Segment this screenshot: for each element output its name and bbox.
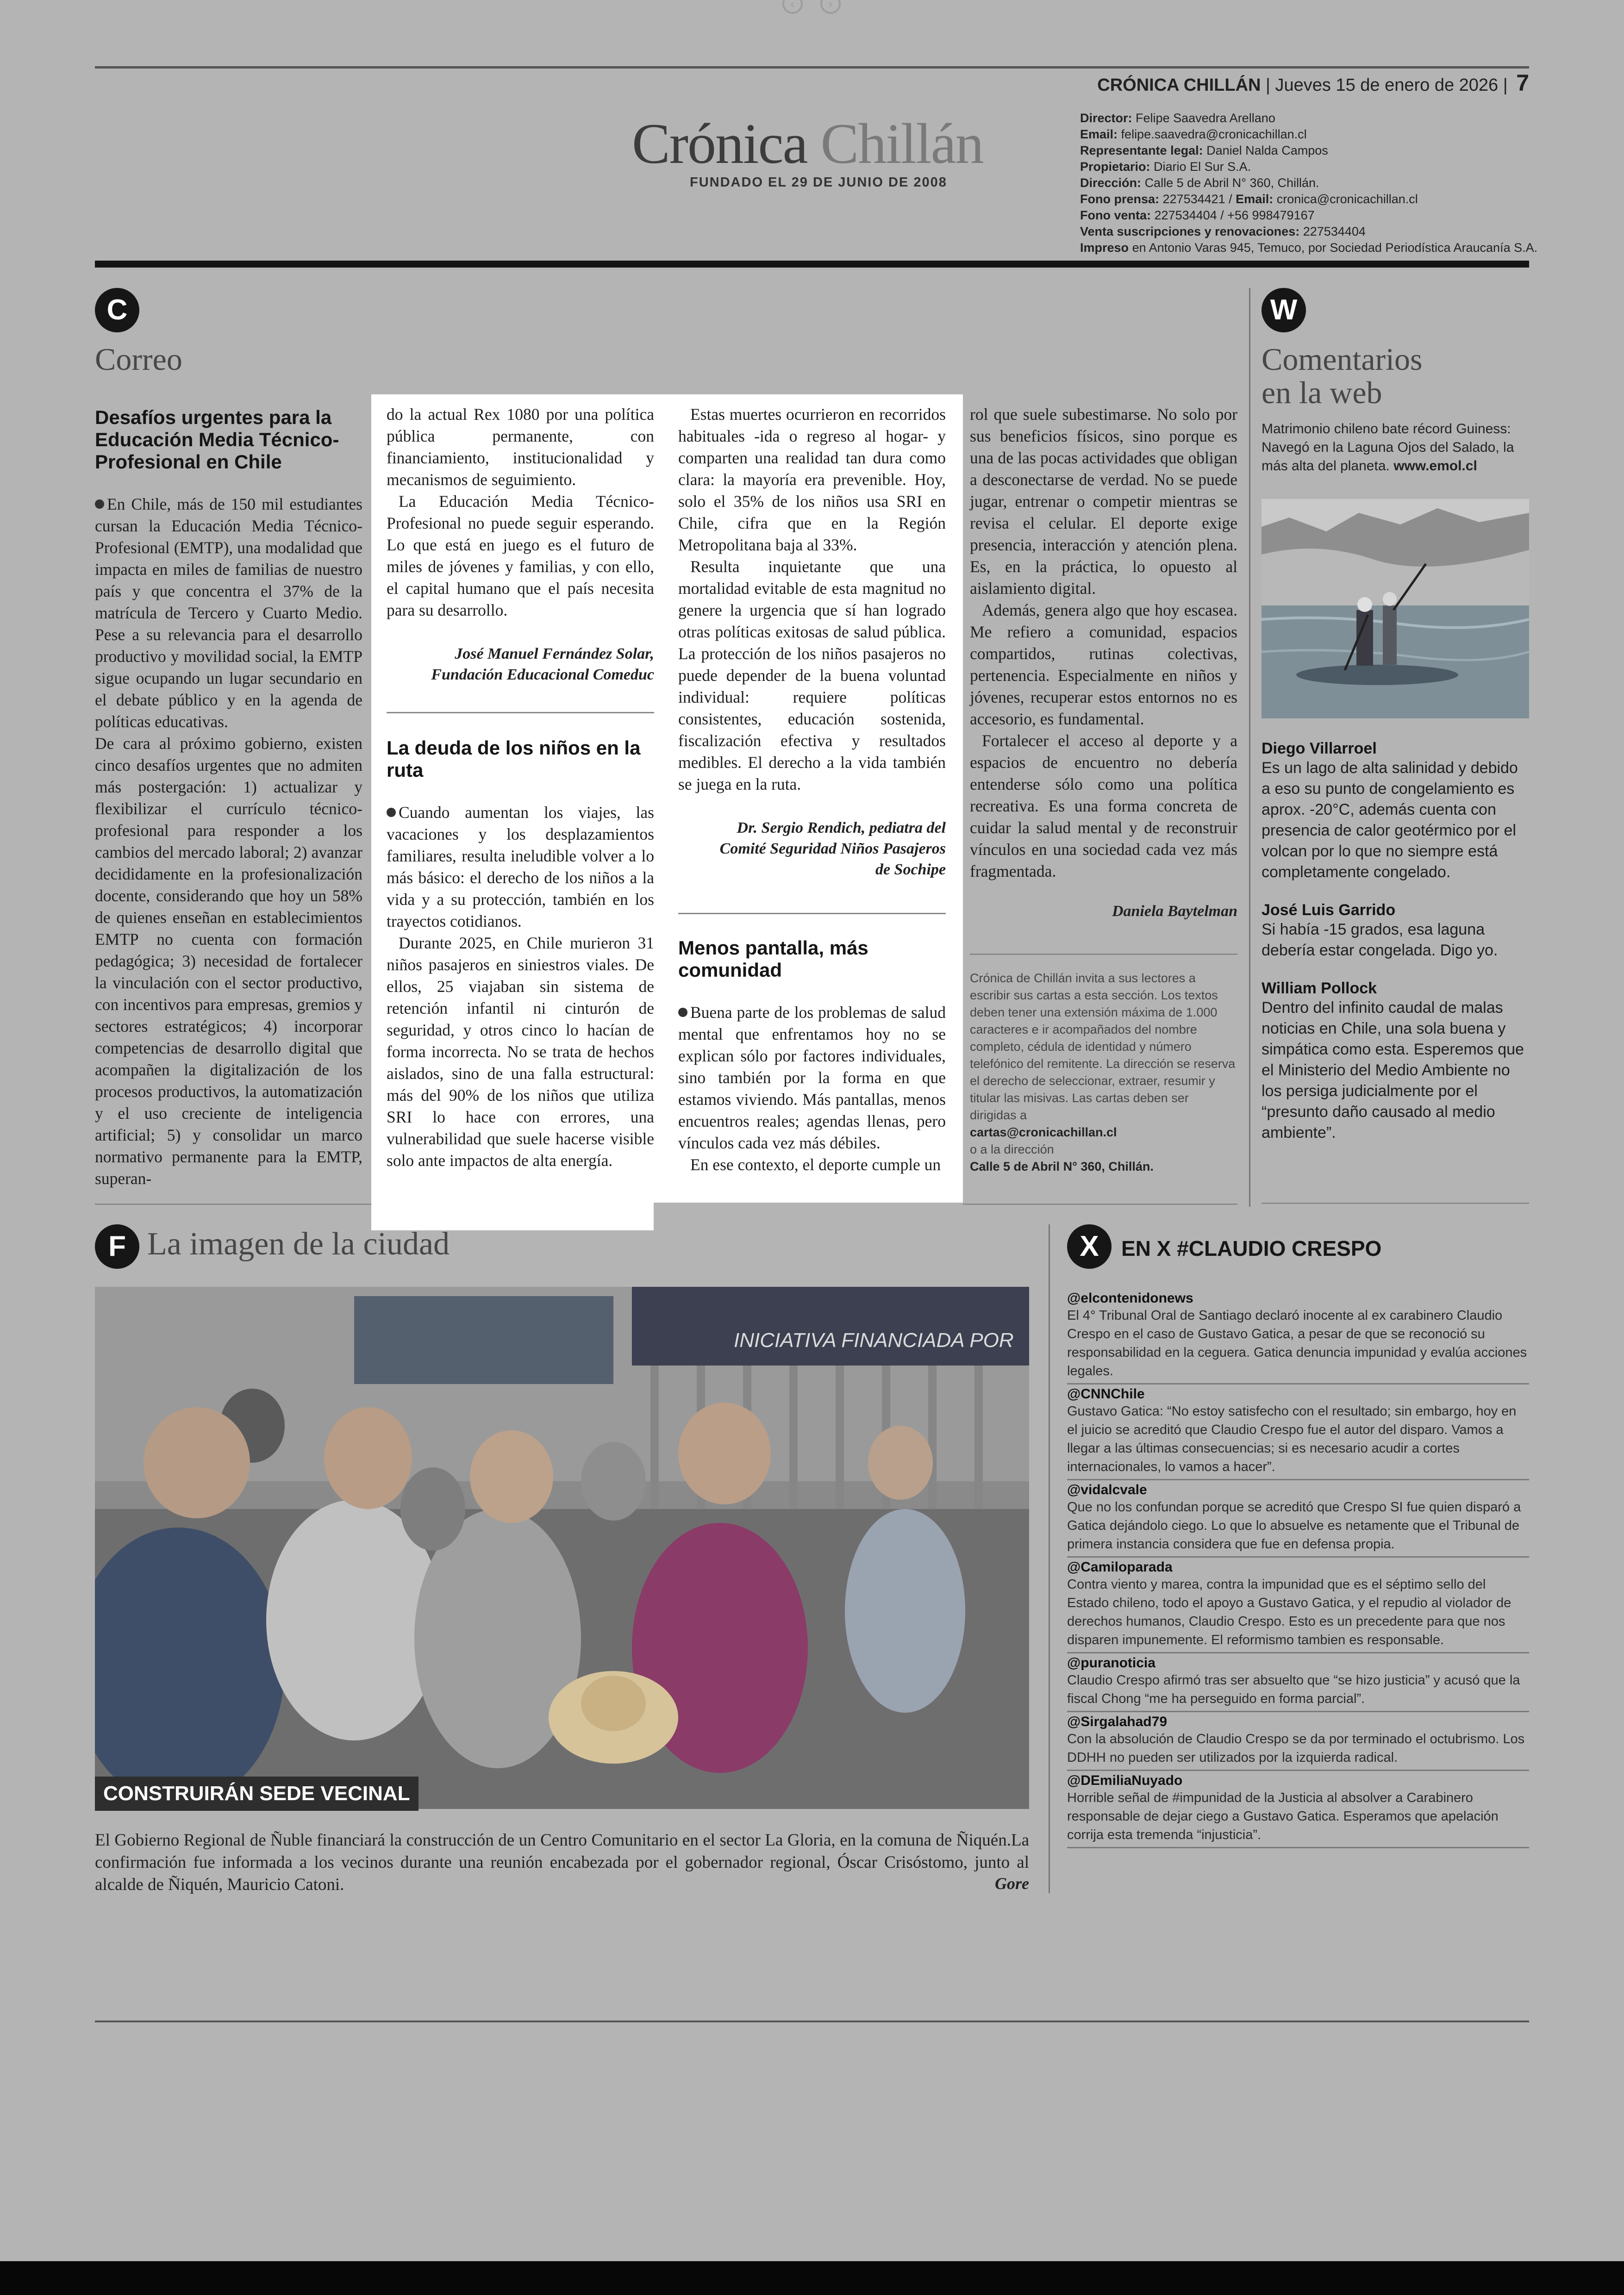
- x-handle[interactable]: @Sirgalahad79: [1067, 1714, 1168, 1729]
- x-text: Claudio Crespo afirmó tras ser absuelto que “se hizo justicia” y acusó que la fiscal Chong “me ha perseguido en forma parcial”.: [1067, 1673, 1520, 1706]
- letter-ninos-signature-3: de Sochipe: [875, 861, 946, 878]
- web-bottom-rule: [1262, 1203, 1529, 1204]
- web-title-line-1: Comentarios: [1262, 342, 1423, 377]
- web-comment: [1262, 979, 1529, 1143]
- letter-pantalla-p4: Además, genera algo que hoy escasea. Me refiero a comunidad, espacios compartidos, rutinas colectivas, pertenencia. Especialmente en niños y jóvenes, recuperar estos entornos no es accesorio, es fundamental.: [970, 601, 1237, 728]
- letter-ninos-p4: Resulta inquietante que una mortalidad evitable de esta magnitud no genere la urgencia que sí han logrado otras políticas exitosas de salud pública. La protección de los niños pasajeros no puede depender de la buena voluntad individual: requiere políticas consistentes, educación sostenida, fiscalización efectiva y resultados medibles. El derecho a la vida también se juega en la ruta.: [678, 557, 946, 793]
- letter-ninos-p1: Cuando aumentan los viajes, las vacaciones y los desplazamientos familiares, resulta ineludible volver a lo más básico: el derecho de los niños a la vida y a su protección, también en los trayectos cotidianos.: [387, 803, 654, 930]
- staff-subscriptions: 227534404: [1303, 225, 1366, 238]
- page-number: 7: [1516, 70, 1529, 96]
- note-email: cartas@cronicachillan.cl: [970, 1125, 1117, 1139]
- staff-label: Propietario:: [1080, 160, 1150, 174]
- web-comments: [1262, 740, 1529, 1143]
- city-section-icon: F: [95, 1224, 139, 1269]
- letter-pantalla-p3: rol que suele subestimarse. No solo por sus beneficios físicos, sino porque es una de las pocas actividades que obligan a desconectarse de verdad. No se puede jugar, entrenar o competir mientras se revisa el celular. El deporte exige presencia, interacción y atención plena. Es, en la práctica, lo opuesto al aislamiento digital.: [970, 405, 1237, 598]
- city-photo-badge: CONSTRUIRÁN SEDE VECINAL: [95, 1777, 418, 1811]
- note-or: o a la dirección: [970, 1142, 1054, 1156]
- letter-pantalla: [678, 937, 946, 1176]
- letter-pantalla-p5: Fortalecer el acceso al deporte y a espacios de encuentro no debería entenderse sólo como una política recreativa. Es una forma concreta de cuidar la salud mental y de reconstruir vínculos en una sociedad cada vez más fragmentada.: [970, 731, 1237, 880]
- staff-label: Fono prensa:: [1080, 192, 1160, 206]
- column-divider: [1249, 288, 1250, 1207]
- x-handle[interactable]: @Camiloparada: [1067, 1559, 1173, 1575]
- staff-sales-phone: 227534404 / +56 998479167: [1154, 208, 1315, 222]
- masthead-logo: [632, 111, 983, 177]
- staff-label: Impreso: [1080, 241, 1129, 255]
- web-comment: [1262, 740, 1529, 883]
- letter-emtp-p1: En Chile, más de 150 mil estudiantes cursan la Educación Media Técnico-Profesional (EMTP), una modalidad que impacta en miles de familias de nuestro país y que concentra el 37% de la matrícula de Tercero y Cuarto Medio. Pese a su relevancia para el desarrollo productivo y movilidad social, la EMTP sigue ocupando un lugar secundario en el debate público y en la agenda de políticas educativas.: [95, 495, 362, 731]
- staff-printer: en Antonio Varas 945, Temuco, por Sociedad Periodística Araucanía S.A.: [1132, 241, 1538, 255]
- staff-address: Calle 5 de Abril N° 360, Chillán.: [1144, 176, 1319, 190]
- lagoon-photo-image: [1262, 499, 1529, 718]
- city-photo-credit: Gore: [995, 1874, 1029, 1893]
- staff-label: Dirección:: [1080, 176, 1142, 190]
- staff-label: Director:: [1080, 111, 1132, 125]
- staff-label: Representante legal:: [1080, 143, 1203, 157]
- masthead-founded: FUNDADO EL 29 DE JUNIO DE 2008: [690, 175, 947, 190]
- x-section-icon: X: [1067, 1224, 1112, 1269]
- x-text: Que no los confundan porque se acreditó que Crespo SI fue quien disparó a Gatica dejándolo ciego. Lo que lo absuelve es netamente que el Tribunal de primera instancia considera que fue en defensa propia.: [1067, 1500, 1521, 1552]
- letter-emtp-headline: Desafíos urgentes para la Educación Media Técnico-Profesional en Chile: [95, 406, 339, 473]
- x-text: Con la absolución de Claudio Crespo se da por terminado el octubrismo. Los DDHH no pueden ser utilizados por la izquierda radical.: [1067, 1732, 1525, 1765]
- comment-author: José Luis Garrido: [1262, 901, 1396, 919]
- staff-label: Venta suscripciones y renovaciones:: [1080, 225, 1300, 238]
- top-rule: [95, 66, 1529, 69]
- masthead-name-2: Chillán: [820, 112, 983, 175]
- x-post: [1067, 1291, 1529, 1384]
- comment-author: William Pollock: [1262, 979, 1377, 997]
- correo-bottom-rule: [963, 1204, 1237, 1205]
- x-feed: [1067, 1291, 1529, 1848]
- comment-text: Dentro del infinito caudal de malas noticias en Chile, una sola buena y simpática como esta. Esperemos que el Ministerio del Medio Ambiente no los persiga judicialmente por el “presunto daño causado al medio ambiente”.: [1262, 999, 1524, 1141]
- web-section-title: [1262, 343, 1529, 409]
- letters-column-2: [387, 404, 654, 685]
- x-post: [1067, 1480, 1529, 1558]
- staff-label: Email:: [1236, 192, 1274, 206]
- folio-paper: CRÓNICA CHILLÁN: [1097, 75, 1261, 95]
- correo-bottom-rule: [95, 1204, 371, 1205]
- city-photo-image: [95, 1287, 1029, 1809]
- note-text: Crónica de Chillán invita a sus lectores a escribir sus cartas a esta sección. Los textos deben tener una extensión máxima de 1.000 caracteres e ir acompañados del nombre completo, cédula de identidad y número telefónico del remitente. La dirección se reserva el derecho de seleccionar, extraer, resumir y titular las misivas. Las cartas deben ser dirigidas a: [970, 971, 1236, 1122]
- letter-emtp-signature-org: Fundación Educacional Comeduc: [431, 666, 654, 683]
- bullet-dot: [678, 1008, 687, 1017]
- staff-label: Email:: [1080, 127, 1118, 141]
- column-divider: [1049, 1224, 1050, 1893]
- x-text: Contra viento y marea, contra la impunidad que es el séptimo sello del Estado chileno, todo el apoyo a Gustavo Gatica, y el repudio al violador de derechos humanos, Claudio Crespo. Esto es un precedente para que nos disparen impunemente. El reformismo tambien es responsable.: [1067, 1577, 1512, 1647]
- x-post: [1067, 1771, 1529, 1848]
- comment-text: Es un lago de alta salinidad y debido a eso su punto de congelamiento es aprox. -20°C, además cuenta con presencia de calor geotérmico por el volcan por lo que no siempre está completamente congelado.: [1262, 759, 1518, 881]
- letter-emtp: [95, 406, 362, 1190]
- previous-page-button[interactable]: ‹: [782, 0, 803, 14]
- letter-separator: [678, 913, 946, 914]
- staff-legal: Daniel Nalda Campos: [1206, 143, 1328, 157]
- staff-press-phone: 227534421 /: [1159, 192, 1236, 206]
- x-post: [1067, 1384, 1529, 1480]
- x-handle[interactable]: @DEmiliaNuyado: [1067, 1773, 1183, 1788]
- web-section-icon: W: [1262, 288, 1306, 332]
- letter-pantalla-headline: Menos pantalla, más comunidad: [678, 937, 868, 981]
- web-story-source: www.emol.cl: [1393, 458, 1477, 474]
- staff-press-email: cronica@cronicachillan.cl: [1276, 192, 1418, 206]
- x-handle[interactable]: @vidalcvale: [1067, 1482, 1147, 1497]
- note-address: Calle 5 de Abril N° 360, Chillán.: [970, 1160, 1154, 1173]
- bullet-dot: [95, 499, 104, 509]
- letter-separator: [387, 712, 654, 713]
- letter-pantalla-p1: Buena parte de los problemas de salud mental que enfrentamos hoy no se explican sólo por factores individuales, sino también por la forma en que estamos viviendo. Más pantallas, menos encuentros reales; agendas llenas, pero vínculos cada vez más débiles.: [678, 1003, 946, 1152]
- city-section-title: La imagen de la ciudad: [147, 1226, 450, 1262]
- letter-emtp-p4: La Educación Media Técnico-Profesional no puede seguir esperando. Lo que está en juego es el futuro de miles de jóvenes y familias, y con ello, el capital humano que el país necesita para su desarrollo.: [387, 492, 654, 619]
- letter-emtp-p3: do la actual Rex 1080 por una política pública permanente, con financiamiento, institucionalidad y mecanismos de seguimiento.: [387, 405, 654, 489]
- letter-ninos-p2: Durante 2025, en Chile murieron 31 niños pasajeros en siniestros viales. De ellos, 25 viajaban sin sistema de retención infantil ni cinturón de seguridad, y otros cinco lo hacían de forma incorrecta. No se trata de hechos aislados, sino de una falla estructural: más del 90% de los niños que utiliza SRI lo hace con errores, una vulnerabilidad que suele hacerse visible solo ante impactos de alta energía.: [387, 934, 654, 1170]
- x-post: [1067, 1712, 1529, 1771]
- bottom-rule: [95, 2021, 1529, 2022]
- next-page-button[interactable]: ›: [820, 0, 841, 14]
- note-separator: [970, 954, 1237, 955]
- folio: [1097, 69, 1529, 96]
- letters-column-4: [970, 404, 1237, 922]
- masthead-rule: [95, 261, 1529, 268]
- staff-box: [1080, 110, 1537, 256]
- web-title-line-2: en la web: [1262, 375, 1382, 410]
- correo-section-icon: C: [95, 288, 139, 332]
- letter-emtp-p2: De cara al próximo gobierno, existen cinco desafíos urgentes que no admiten más postergación: 1) actualizar y flexibilizar el currículo técnico-profesional para responder a los cambios del mercado laboral; 2) avanzar decididamente en la profesionalización docente, considerando que hoy un 58% de quienes enseñan en establecimientos EMTP no cuenta con formación pedagógica; 3) necesidad de fortalecer la vinculación con el sector productivo, con incentivos para empresas, gremios y sectores estratégicos; 4) incorporar competencias de desarrollo digital que acompañen la digitalización de los procesos productivos, la automatización y el uso creciente de inteligencia artificial; 5) y consolidar un marco normativo permanente para la EMTP, superan-: [95, 734, 362, 1188]
- letter-ninos-headline: La deuda de los niños en la ruta: [387, 737, 641, 781]
- letter-emtp-signature-name: José Manuel Fernández Solar,: [455, 645, 654, 662]
- x-handle[interactable]: @CNNChile: [1067, 1386, 1145, 1402]
- x-handle[interactable]: @elcontenidonews: [1067, 1291, 1193, 1306]
- web-comment: [1262, 901, 1529, 961]
- staff-email: felipe.saavedra@cronicachillan.cl: [1121, 127, 1307, 141]
- letter-ninos: [387, 737, 654, 1172]
- letters-submission-note: [970, 970, 1237, 1175]
- x-post: [1067, 1558, 1529, 1653]
- x-section-title: EN X #CLAUDIO CRESPO: [1121, 1236, 1382, 1260]
- comment-text: Si había -15 grados, esa laguna debería estar congelada. Digo yo.: [1262, 921, 1498, 959]
- letters-column-3: [678, 404, 946, 880]
- viewer-bottom-bar: [0, 2261, 1624, 2295]
- letter-ninos-p3: Estas muertes ocurrieron en recorridos habituales -ida o regreso al hogar- y comparten una realidad tan dura como clara: la mayoría era prevenible. Hoy, solo el 35% de los niños usa SRI en Chile, cifra que en la Región Metropolitana baja al 33%.: [678, 405, 946, 554]
- city-photo: [95, 1287, 1029, 1809]
- bullet-dot: [387, 808, 396, 817]
- letter-pantalla-signature: Daniela Baytelman: [1112, 903, 1237, 920]
- comment-author: Diego Villarroel: [1262, 740, 1377, 757]
- x-text: Gustavo Gatica: “No estoy satisfecho con el resultado; sin embargo, hoy en el juicio se acreditó que Claudio Crespo fue el autor del disparo. Vamos a llegar a las últimas consecuencias; si es necesario acudir a cortes internacionales, lo vamos a hacer”.: [1067, 1404, 1517, 1474]
- masthead-name-1: Crónica: [632, 112, 807, 175]
- x-text: El 4° Tribunal Oral de Santiago declaró inocente al ex carabinero Claudio Crespo en el caso de Gustavo Gatica, a pesar de que se reconoció su responsabilidad en la ceguera. Gatica denuncia impunidad y evalúa acciones legales.: [1067, 1308, 1527, 1378]
- staff-owner: Diario El Sur S.A.: [1154, 160, 1251, 174]
- folio-date: | Jueves 15 de enero de 2026 |: [1261, 75, 1513, 95]
- staff-director: Felipe Saavedra Arellano: [1136, 111, 1275, 125]
- correo-section-title: Correo: [95, 342, 182, 377]
- letter-ninos-signature-2: Comité Seguridad Niños Pasajeros: [719, 840, 946, 857]
- lagoon-photo: [1262, 499, 1529, 718]
- x-post: [1067, 1653, 1529, 1712]
- x-text: Horrible señal de #impunidad de la Justicia al absolver a Carabinero responsable de dejar ciego a Gustavo Gatica. Esperamos que apelación corrija esta tremenda “injusticia”.: [1067, 1790, 1499, 1842]
- x-handle[interactable]: @puranoticia: [1067, 1655, 1156, 1671]
- city-caption: El Gobierno Regional de Ñuble financiará la construcción de un Centro Comunitario en el sector La Gloria, en la comuna de Ñiquén.La confirmación fue informada a los vecinos durante una reunión encabezada por el gobernador regional, Óscar Crisóstomo, junto al alcalde de Ñiquén, Mauricio Catoni.: [95, 1831, 1029, 1894]
- web-story-text: Matrimonio chileno bate récord Guiness: Navegó en la Laguna Ojos del Salado, la más alta del planeta.: [1262, 421, 1514, 474]
- letter-ninos-signature-1: Dr. Sergio Rendich, pediatra del: [737, 819, 946, 836]
- web-story-caption: [1262, 420, 1529, 475]
- letter-pantalla-p2: En ese contexto, el deporte cumple un: [690, 1155, 941, 1174]
- staff-label: Fono venta:: [1080, 208, 1151, 222]
- banner-text: INICIATIVA FINANCIADA POR: [734, 1329, 1014, 1352]
